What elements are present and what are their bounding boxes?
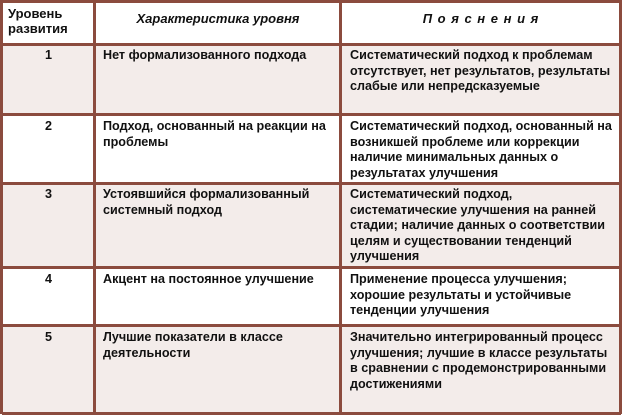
characteristic-cell: Акцент на постоянное улучшение: [103, 272, 314, 286]
level-cell: 3: [44, 187, 52, 201]
characteristic-cell: Лучшие показатели в классе деятельности: [103, 330, 283, 360]
header-level: Уровень развития: [8, 6, 68, 36]
grid-line: [619, 0, 622, 414]
characteristic-cell: Подход, основанный на реакции на проблемы: [103, 119, 326, 149]
header-characteristic: Характеристика уровня: [136, 11, 300, 26]
level-cell: 4: [44, 272, 52, 286]
grid-line: [0, 0, 3, 414]
explanation-cell: Систематический подход, основанный на возникшей проблеме или коррекции наличие минимальных данных о результатах улучшения: [350, 119, 612, 180]
characteristic-cell: Устоявшийся формализованный системный подход: [103, 187, 310, 217]
explanation-cell: Систематический подход к проблемам отсутствует, нет результатов, результаты слабые или непредсказуемые: [350, 48, 611, 93]
grid-line: [93, 0, 96, 414]
level-cell: 5: [44, 330, 52, 344]
level-cell: 2: [44, 119, 52, 133]
explanation-cell: Систематический подход, систематические улучшения на ранней стадии; наличие данных о соответствии целям и существовании тенденций улучшения: [350, 187, 605, 263]
explanation-cell: Значительно интегрированный процесс улучшения; лучшие в классе результаты в сравнении с продемонстрированными достижениями: [350, 330, 608, 391]
level-cell: 1: [44, 48, 52, 62]
header-explanation: П о я с н е н и я: [422, 11, 540, 26]
characteristic-cell: Нет формализованного подхода: [103, 48, 307, 62]
grid-line: [339, 0, 342, 414]
explanation-cell: Применение процесса улучшения; хорошие результаты и устойчивые тенденции улучшения: [350, 272, 572, 317]
